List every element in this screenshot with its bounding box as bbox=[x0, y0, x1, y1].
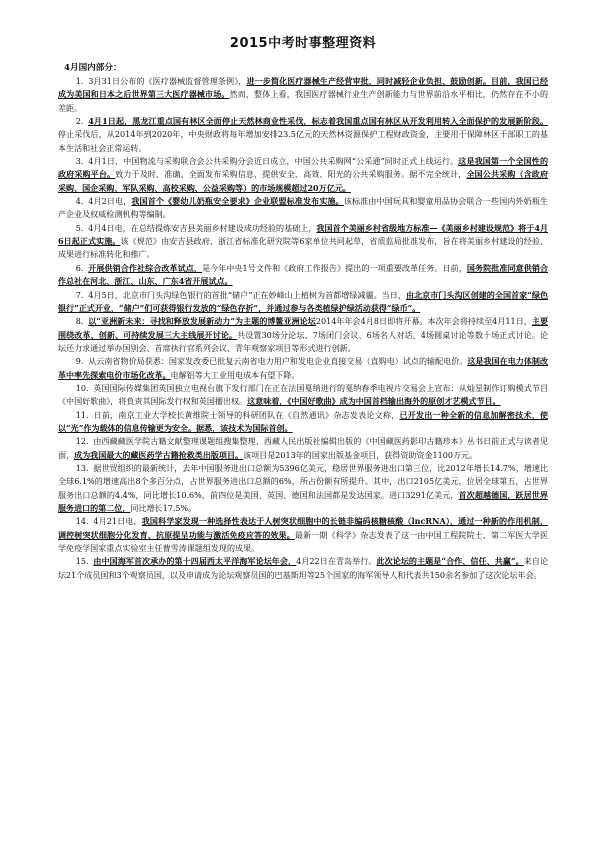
highlighted-text: 我国首个《婴幼儿奶瓶安全要求》企业联盟标准发布实施。 bbox=[131, 196, 344, 207]
news-item bbox=[58, 382, 548, 409]
news-item-number: 14. bbox=[75, 517, 89, 527]
news-item-number: 6. bbox=[75, 263, 84, 273]
body-text: 4月5日，北京市门头沟绿色银行的首批“储户”正在妙峰山上植树为首都增绿减霾。当日， bbox=[88, 290, 406, 300]
body-text: 致力于及时、准确、全面发布采购信息，提供安全、高效、阳光的公共采购服务。据不完全统计， bbox=[115, 170, 467, 180]
highlighted-text: 成为我国最大的藏医药学古籍抢救类出版项目。 bbox=[74, 449, 244, 460]
highlighted-text: 国务院批准同意供销合作总社在河北、浙江、山东、广东4省开展试点。 bbox=[58, 262, 548, 287]
body-text: 共设置30场分论坛、7场闭门会议、6场名人对话、4场圆桌讨论等数十场正式讨论。论坛还力求通过举办国别会、首席执行官系列会议、青年观察家项目等形式进行创新。 bbox=[58, 330, 549, 353]
highlighted-text: 开展供销合作社综合改革试点， bbox=[88, 262, 202, 273]
highlighted-text: 主要围绕改革、创新、可持续发展三大主线展开讨论。 bbox=[58, 316, 549, 340]
news-item bbox=[58, 115, 548, 155]
body-text: 3月31日公布的《医疗器械监督管理条例》， bbox=[88, 77, 247, 86]
body-text: 该项目是2013年的国家出版基金项目，获得资助资金1100万元。 bbox=[243, 450, 478, 460]
body-text: 来自论坛21个成员国和3个观察员国，以及申请成为论坛观察员国的巴基斯坦等25个国家的海军领导人和代表共150余名参加了这次论坛年会。 bbox=[58, 557, 549, 580]
highlighted-text: 4月1日起，黑龙江重点国有林区全面停止天然林商业性采伐，标志着我国重点国有林区从开发利用转入全面保护的发展新阶段。 bbox=[88, 116, 548, 127]
body-text: 4月21日电， bbox=[93, 517, 142, 527]
news-item bbox=[58, 435, 548, 462]
news-item-number: 10. bbox=[75, 383, 89, 393]
body-text: 4月1日，中国物流与采购联合会公共采购分会近日成立，中国公共采购网“公采通”同时正式上线运行。 bbox=[88, 157, 459, 167]
body-text: 最新一期《科学》杂志发表了这一由中国工程院院士、第二军医大学医学免疫学国家重点实验室主任曹雪涛课题组发现的成果。 bbox=[58, 530, 549, 554]
document-title: 2015中考时事整理资料 bbox=[229, 36, 377, 51]
news-item bbox=[58, 555, 548, 582]
section-heading: 4月国内部分： bbox=[64, 63, 122, 73]
news-item-number: 4. bbox=[75, 197, 84, 207]
body-text: 据世贸组织的最新统计，去年中国服务进出口总额为5396亿美元，稳居世界服务进出口第三位，比2012年增长14.7%，增速比全球6.1%的增速高出8个多百分点，占世界服务进出口总额的6%，所占份额有所提升。其中，出口2105亿美元，位居全球第五，占世界服务出口总额的4.4%，同比增长10.6%，前四位是美国、英国、德国和法国都是发达国家。进口3291亿美元， bbox=[58, 463, 548, 500]
news-item bbox=[58, 315, 548, 355]
news-item-number: 13. bbox=[75, 463, 89, 473]
body-text: 日前，南京工业大学校长黄维院士领导的科研团队在《自然通讯》杂志发表论文称， bbox=[93, 410, 400, 420]
news-item bbox=[58, 462, 548, 515]
news-item-number: 2. bbox=[75, 117, 84, 127]
highlighted-text: 以“亚洲新未来：寻找和释放发展新动力”为主题的博鳌亚洲论坛 bbox=[88, 316, 316, 327]
news-item bbox=[58, 355, 548, 382]
body-text: 从云南省物价局获悉：国家发改委已批复云南省电力用户和发电企业直接交易（直购电）试点的输配电价。 bbox=[88, 357, 468, 367]
news-item bbox=[58, 515, 548, 555]
body-text: 同比增长17.5%。 bbox=[130, 504, 197, 513]
body-text: 英国国际传媒集团英国独立电视台旗下发行部门在正在法国戛纳进行的戛纳春季电视片交易会上宣布：从灿星制作订购模式节目《中国好歌曲》，将負责其国际发行权和英国播出权。 bbox=[58, 383, 548, 407]
highlighted-text: 全国公共采购（含政府采购、国企采购、军队采购、高校采购、公益采购等）的市场规模超过20万亿元。 bbox=[58, 169, 549, 193]
highlighted-text: 由中国海军首次承办的第十四届西太平洋海军论坛年会， bbox=[93, 556, 297, 567]
highlighted-text: 这意味着，《中国好歌曲》成为中国首档输出海外的原创才艺模式节目。 bbox=[247, 396, 501, 407]
news-item bbox=[58, 222, 548, 262]
news-item bbox=[58, 155, 548, 195]
highlighted-text: 已开发出一种全新的信息加解密技术，使以“光”作为载体的信息传输更为安全。据悉，该技术为国际首创。 bbox=[58, 409, 549, 433]
news-item bbox=[58, 75, 548, 115]
highlighted-text: 由北京市门头沟区创建的全国首家“绿色银行”正式开业，“储户”们可获得银行发放的“绿色存折”，并通过参与各类植绿护绿活动获得“绿币”。 bbox=[58, 289, 548, 313]
body-text: 电解铝等大工业用电成本有望下降。 bbox=[170, 370, 300, 380]
news-item bbox=[58, 289, 548, 316]
news-item-number: 8. bbox=[75, 317, 84, 327]
news-item-number: 3. bbox=[75, 157, 84, 167]
body-text: 停止采伐后，从2014年到2020年，中央财政将每年增加安排23.5亿元的天然林资源保护工程财政资金，主要用于保障林区干部职工的基本生活和社会正常运转。 bbox=[58, 130, 548, 153]
body-text: 该《规范》由安吉县政府、浙江省标准化研究院等6家单位共同起草，省质监局批准发布，旨在将美丽乡村建设的经验、成果进行标准转化和推广。 bbox=[58, 237, 548, 260]
news-item-number: 11. bbox=[75, 410, 89, 420]
highlighted-text: 我国首个美丽乡村省级地方标准—《美丽乡村建设规范》将于4月6日起正式实施。 bbox=[58, 222, 548, 247]
body-text: 然而，整体上看，我国医疗器械行业生产创新能力与世界前沿水平相比，仍然存在不小的差距。 bbox=[58, 90, 549, 113]
news-item-number: 1. bbox=[75, 77, 84, 86]
news-item-list bbox=[58, 75, 548, 582]
highlighted-text: 进一步简化医疗器械生产经营审批，同时减轻企业负担、鼓励创新。目前，我国已经成为美国和日本之后世界第三大医疗器械市场。 bbox=[58, 76, 549, 100]
highlighted-text: 这是我国在电力体制改革中率先探索电价市场化改革。 bbox=[58, 356, 549, 380]
body-text: 4月4日电，在总结提炼安吉县美丽乡村建设成功经验的基础上， bbox=[88, 223, 317, 233]
body-text: 该标准由中国玩具和婴童用品协会联合一些国内外奶瓶生产企业及权威检测机构等编制。 bbox=[58, 197, 548, 220]
highlighted-text: 这是我国第一个全国性的政府采购平台。 bbox=[58, 156, 549, 180]
news-item bbox=[58, 409, 548, 436]
news-item-number: 12. bbox=[75, 437, 89, 447]
body-text: 由西藏藏医学院古籍文献整理课题组搜集整理、西藏人民出版社编辑出版的《中国藏医药影印古籍珍本》丛书日前正式与读者见面， bbox=[58, 437, 548, 460]
news-item-number: 15. bbox=[75, 557, 89, 567]
news-item-number: 7. bbox=[75, 290, 84, 300]
news-item bbox=[58, 262, 548, 289]
highlighted-text: 首次超越德国，跃居世界服务进口的第二位， bbox=[58, 489, 548, 513]
body-text: 4月2日电， bbox=[88, 197, 132, 207]
news-item-number: 5. bbox=[75, 223, 84, 233]
news-item bbox=[58, 195, 548, 222]
body-text: 2014年年会4月8日即将开幕。本次年会将持续至4月11日， bbox=[315, 317, 532, 327]
highlighted-text: 此次论坛的主题是“合作、信任、共赢”。 bbox=[376, 556, 524, 567]
body-text: 4月22日在青岛举行。 bbox=[296, 557, 377, 567]
news-item-number: 9. bbox=[75, 357, 84, 367]
highlighted-text: 我国科学家发现一种选择性表达于人树突状细胞中的长链非编码核糖核酸（lncRNA），通过一种新的作用机制，调控树突状细胞分化发育、抗原提呈功能与激活免疫应答的效果。 bbox=[58, 516, 548, 540]
body-text: 是今年中央1号文件和《政府工作报告》提出的一项重要改革任务。日前， bbox=[201, 263, 467, 273]
